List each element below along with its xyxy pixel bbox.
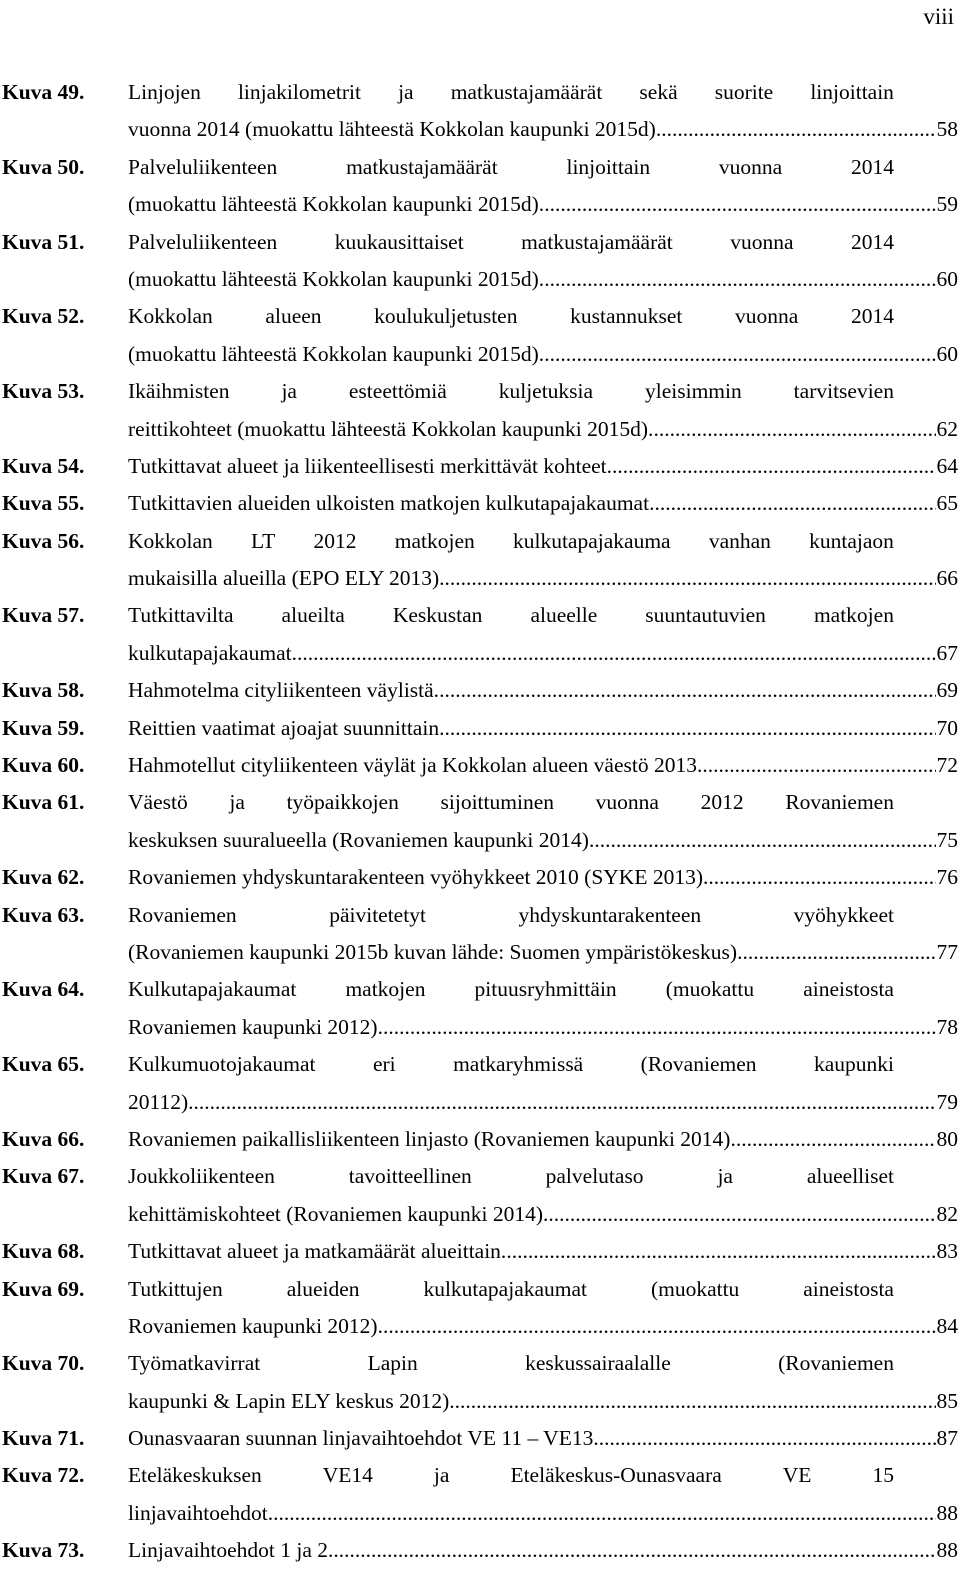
caption-text: (muokattu lähteestä Kokkolan kaupunki 2015d). [128,341,545,366]
toc-entry[interactable] [2,1158,958,1233]
caption-last-line [128,710,958,747]
figure-label: Kuva 63. [2,902,85,927]
caption-text: 20112). [128,1089,194,1114]
toc-entry[interactable] [2,523,958,598]
figure-label: Kuva 53. [2,379,85,404]
caption-line: Palveluliikenteen matkustajamäärät linjoittain vuonna 2014 [128,154,894,179]
caption-text: Rovaniemen yhdyskuntarakenteen vyöhykkeet 2010 (SYKE 2013). [128,865,709,890]
figure-caption [128,1420,958,1457]
figure-caption [128,747,958,784]
page-reference[interactable]: 69 [936,678,958,703]
caption-last-line [128,411,958,448]
page-reference[interactable]: 60 [936,341,958,366]
toc-entry[interactable] [2,784,958,859]
caption-last-line [128,859,958,896]
caption-text: Tutkittavat alueet ja matkamäärät alueittain. [128,1239,507,1264]
toc-entry[interactable] [2,1121,958,1158]
figure-caption [128,859,958,896]
caption-line: Rovaniemen päivitetetyt yhdyskuntarakenteen vyöhykkeet [128,902,894,927]
figure-caption [128,298,958,373]
caption-line: Linjojen linjakilometrit ja matkustajamäärät sekä suorite linjoittain [128,80,894,104]
figure-label: Kuva 71. [2,1426,85,1451]
caption-text: Rovaniemen kaupunki 2012). [128,1014,383,1039]
figure-caption [128,1158,958,1233]
dot-leader [439,672,935,709]
figure-caption [128,971,958,1046]
toc-entry[interactable] [2,971,958,1046]
caption-text: Tutkittavien alueiden ulkoisten matkojen kulkutapajakaumat. [128,491,655,516]
figure-label: Kuva 57. [2,603,85,628]
figure-label: Kuva 51. [2,229,85,254]
figure-label: Kuva 61. [2,790,85,815]
figure-caption [128,897,958,972]
dot-leader [194,1084,936,1121]
page-reference[interactable]: 80 [936,1126,958,1151]
caption-text: (muokattu lähteestä Kokkolan kaupunki 2015d). [128,192,545,217]
caption-last-line [128,1233,958,1270]
dot-leader [544,186,935,223]
figure-caption [128,224,958,299]
figure-caption [128,1046,958,1121]
figure-caption [128,672,958,709]
figure-caption [128,784,958,859]
figure-label: Kuva 60. [2,753,85,778]
figure-caption [128,1345,958,1420]
dot-leader [506,1233,935,1270]
caption-last-line [128,1121,958,1158]
figure-caption [128,710,958,747]
figure-label: Kuva 50. [2,154,85,179]
dot-leader [445,560,936,597]
caption-last-line [128,336,958,373]
caption-last-line [128,1532,958,1569]
caption-line: Eteläkeskuksen VE14 ja Eteläkeskus-Ounasvaara VE 15 [128,1463,894,1488]
toc-entry[interactable] [2,1345,958,1420]
figure-label: Kuva 70. [2,1351,85,1376]
dot-leader [273,1495,935,1532]
page-reference[interactable]: 87 [936,1426,958,1451]
toc-entry[interactable] [2,1532,958,1569]
caption-last-line [128,485,958,522]
dot-leader [702,747,935,784]
toc-entry[interactable] [2,859,958,896]
toc-entry[interactable] [2,747,958,784]
page-reference[interactable]: 66 [936,566,958,591]
dot-leader [742,934,935,971]
page-reference[interactable]: 75 [936,827,958,852]
caption-last-line [128,1495,958,1532]
dot-leader [708,859,935,896]
caption-text: (muokattu lähteestä Kokkolan kaupunki 2015d). [128,266,545,291]
page-reference[interactable]: 60 [936,266,958,291]
caption-text: Rovaniemen kaupunki 2012). [128,1313,383,1338]
toc-entry[interactable] [2,298,958,373]
toc-entry[interactable] [2,672,958,709]
dot-leader [736,1121,936,1158]
figure-label: Kuva 55. [2,491,85,516]
caption-line: Ikäihmisten ja esteettömiä kuljetuksia yleisimmin tarvitsevien [128,379,894,404]
caption-text: Ounasvaaran suunnan linjavaihtoehdot VE 11 – VE13. [128,1426,599,1451]
caption-text: Hahmotellut cityliikenteen väylät ja Kokkolan alueen väestö 2013. [128,753,703,778]
caption-line: Väestö ja työpaikkojen sijoittuminen vuonna 2012 Rovaniemen [128,790,894,815]
caption-text: Rovaniemen paikallisliikenteen linjasto (Rovaniemen kaupunki 2014). [128,1126,736,1151]
caption-text: Reittien vaatimat ajoajat suunnittain. [128,715,445,740]
caption-text: Linjavaihtoehdot 1 ja 2. [128,1538,334,1563]
toc-entry[interactable] [2,1233,958,1270]
figure-caption [128,373,958,448]
caption-text: vuonna 2014 (muokattu lähteestä Kokkolan kaupunki 2015d). [128,117,662,142]
page-reference[interactable]: 58 [936,117,958,142]
figure-label: Kuva 68. [2,1239,85,1264]
toc-entry[interactable] [2,448,958,485]
toc-entry[interactable] [2,149,958,224]
caption-line: Joukkoliikenteen tavoitteellinen palvelutaso ja alueelliset [128,1164,894,1189]
figure-caption [128,597,958,672]
figure-caption [128,485,958,522]
page-reference[interactable]: 65 [936,491,958,516]
figure-caption [128,1532,958,1569]
caption-text: linjavaihtoehdot. [128,1500,274,1525]
toc-entry[interactable] [2,373,958,448]
caption-last-line [128,635,958,672]
caption-line: Kulkutapajakaumat matkojen pituusryhmittäin (muokattu aineistosta [128,977,894,1002]
figure-caption [128,149,958,224]
caption-last-line [128,1383,958,1420]
caption-line: Kulkumuotojakaumat eri matkaryhmissä (Rovaniemen kaupunki [128,1052,894,1077]
caption-last-line [128,1308,958,1345]
figure-caption [128,1457,958,1532]
caption-text: mukaisilla alueilla (EPO ELY 2013). [128,566,445,591]
figure-caption [128,74,958,149]
caption-last-line [128,822,958,859]
figure-caption [128,1271,958,1346]
toc-entry[interactable] [2,1046,958,1121]
caption-text: kaupunki & Lapin ELY keskus 2012). [128,1388,455,1413]
dot-leader [612,448,935,485]
dot-leader [444,710,935,747]
caption-last-line [128,261,958,298]
figure-caption [128,448,958,485]
caption-last-line [128,1420,958,1457]
toc-entry[interactable] [2,224,958,299]
dot-leader [544,336,935,373]
page-reference[interactable]: 85 [936,1388,958,1413]
page-reference[interactable]: 83 [936,1239,958,1264]
page-reference[interactable]: 79 [936,1089,958,1114]
page-reference[interactable]: 77 [936,939,958,964]
dot-leader [544,261,935,298]
caption-last-line [128,1009,958,1046]
toc-entry[interactable] [2,1271,958,1346]
caption-line: Tutkittujen alueiden kulkutapajakaumat (muokattu aineistosta [128,1276,894,1301]
toc-entry[interactable] [2,897,958,972]
figure-caption [128,1233,958,1270]
figure-label: Kuva 67. [2,1164,85,1189]
caption-text: kehittämiskohteet (Rovaniemen kaupunki 2014). [128,1201,549,1226]
figure-label: Kuva 73. [2,1538,85,1563]
dot-leader [661,111,935,148]
figure-label: Kuva 49. [2,80,85,104]
page-number: viii [923,4,954,29]
figure-label: Kuva 62. [2,865,85,890]
dot-leader [297,635,936,672]
page-reference[interactable]: 84 [936,1313,958,1338]
figure-label: Kuva 56. [2,528,85,553]
caption-text: Hahmotelma cityliikenteen väylistä. [128,678,440,703]
page-reference[interactable]: 62 [936,416,958,441]
figure-label: Kuva 58. [2,678,85,703]
page-reference[interactable]: 88 [936,1538,958,1563]
page-reference[interactable]: 64 [936,453,958,478]
figure-label: Kuva 72. [2,1463,85,1488]
dot-leader [548,1196,935,1233]
figure-caption [128,523,958,598]
page-reference[interactable]: 72 [936,753,958,778]
caption-last-line [128,1084,958,1121]
dot-leader [599,1420,936,1457]
page-reference[interactable]: 67 [936,640,958,665]
caption-text: reittikohteet (muokattu lähteestä Kokkolan kaupunki 2015d). [128,416,654,441]
dot-leader [333,1532,935,1569]
page-reference[interactable]: 88 [936,1500,958,1525]
toc-entry[interactable] [2,597,958,672]
page-reference[interactable]: 70 [936,715,958,740]
toc-entry[interactable] [2,1457,958,1532]
figure-label: Kuva 64. [2,977,85,1002]
caption-last-line [128,560,958,597]
caption-line: Kokkolan alueen koulukuljetusten kustannukset vuonna 2014 [128,304,894,329]
caption-last-line [128,934,958,971]
toc-entry[interactable] [2,74,958,149]
figure-label: Kuva 59. [2,715,85,740]
caption-last-line [128,747,958,784]
caption-line: Työmatkavirrat Lapin keskussairaalalle (Rovaniemen [128,1351,894,1376]
caption-text: (Rovaniemen kaupunki 2015b kuvan lähde: Suomen ympäristökeskus). [128,939,743,964]
figure-caption [128,1121,958,1158]
toc-entry[interactable] [2,485,958,522]
dot-leader [383,1009,936,1046]
caption-line: Kokkolan LT 2012 matkojen kulkutapajakauma vanhan kuntajaon [128,528,894,553]
page-reference[interactable]: 76 [936,865,958,890]
dot-leader [383,1308,936,1345]
caption-line: Tutkittavilta alueilta Keskustan alueelle suuntautuvien matkojen [128,603,894,628]
dot-leader [594,822,935,859]
toc-entry[interactable] [2,710,958,747]
caption-text: kulkutapajakaumat. [128,640,297,665]
page-reference[interactable]: 59 [936,192,958,217]
caption-last-line [128,111,958,148]
toc-entry[interactable] [2,1420,958,1457]
caption-line: Palveluliikenteen kuukausittaiset matkustajamäärät vuonna 2014 [128,229,894,254]
page-reference[interactable]: 82 [936,1201,958,1226]
figure-label: Kuva 66. [2,1126,85,1151]
caption-text: Tutkittavat alueet ja liikenteellisesti merkittävät kohteet. [128,453,613,478]
dot-leader [455,1383,936,1420]
figure-label: Kuva 69. [2,1276,85,1301]
figure-label: Kuva 52. [2,304,85,329]
caption-last-line [128,672,958,709]
caption-last-line [128,1196,958,1233]
caption-last-line [128,448,958,485]
caption-last-line [128,186,958,223]
list-of-figures [2,74,958,1570]
figure-label: Kuva 65. [2,1052,85,1077]
figure-label: Kuva 54. [2,453,85,478]
page-reference[interactable]: 78 [936,1014,958,1039]
dot-leader [654,485,935,522]
caption-text: keskuksen suuralueella (Rovaniemen kaupunki 2014). [128,827,595,852]
dot-leader [653,411,935,448]
